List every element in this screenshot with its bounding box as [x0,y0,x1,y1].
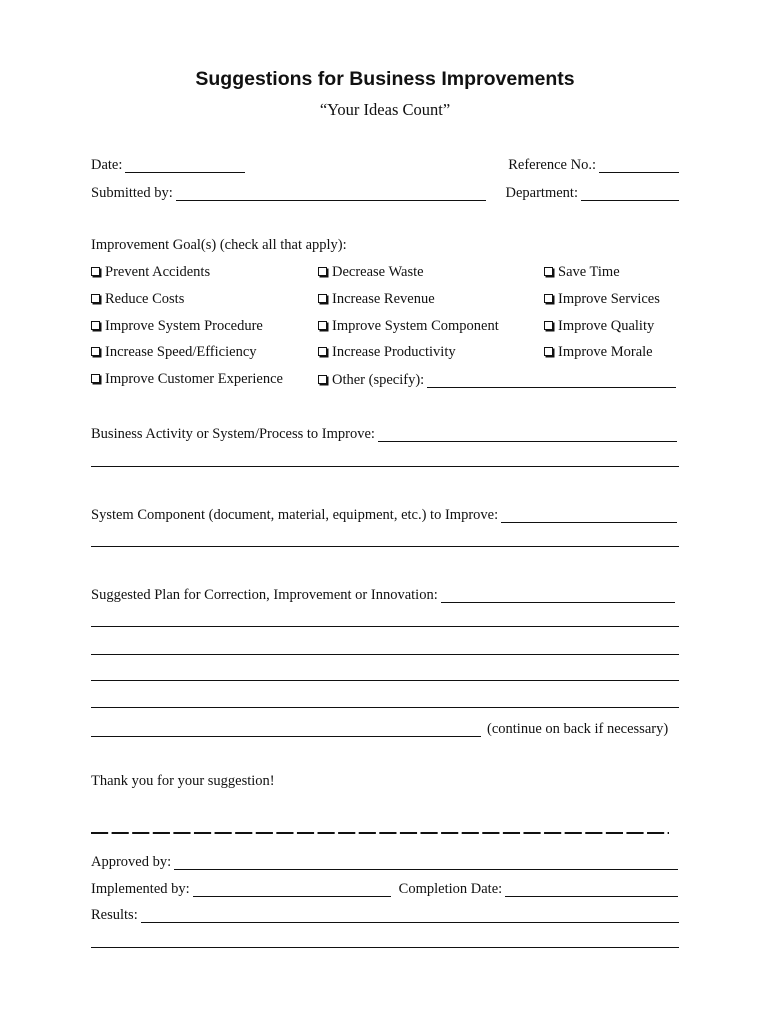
cut-line-divider [91,824,669,834]
activity-line[interactable] [91,466,679,467]
plan-field[interactable] [441,588,675,603]
checkbox-improve-system-procedure[interactable]: Improve System Procedure [91,319,263,334]
checkbox-icon[interactable] [544,321,553,330]
completion-date-field[interactable] [505,882,678,897]
component-line[interactable] [91,546,679,547]
date-reference-row [91,155,679,173]
activity-label: Business Activity or System/Process to Improve: [91,425,375,442]
checkbox-icon[interactable] [91,294,100,303]
checkbox-icon[interactable] [544,267,553,276]
implemented-by-label: Implemented by: [91,880,190,897]
checkbox-icon[interactable] [318,267,327,276]
plan-line[interactable] [91,722,481,737]
submitted-by-field[interactable] [176,186,486,201]
checkbox-increase-speed[interactable]: Increase Speed/Efficiency [91,345,257,360]
checkbox-improve-morale[interactable]: Improve Morale [544,345,653,360]
implemented-by-field[interactable] [193,882,391,897]
department-label: Department: [505,184,578,201]
checkbox-icon[interactable] [318,294,327,303]
continue-note: (continue on back if necessary) [487,720,669,737]
results-row [91,905,679,923]
checkbox-improve-system-component[interactable]: Improve System Component [318,319,499,334]
plan-last-row [91,719,677,737]
plan-row [91,585,675,603]
plan-line[interactable] [91,654,679,655]
approved-by-label: Approved by: [91,853,172,870]
department-field[interactable] [581,186,679,201]
plan-line[interactable] [91,680,679,681]
plan-label: Suggested Plan for Correction, Improvement or Innovation: [91,586,438,603]
component-field[interactable] [501,508,677,523]
implemented-row [91,879,678,897]
date-label: Date: [91,156,123,173]
checkbox-improve-services[interactable]: Improve Services [544,292,660,307]
checkbox-icon[interactable] [91,267,100,276]
checkbox-reduce-costs[interactable]: Reduce Costs [91,292,184,307]
other-specify-row [318,370,676,388]
thank-you-text: Thank you for your suggestion! [91,773,275,789]
checkbox-increase-productivity[interactable]: Increase Productivity [318,345,456,360]
checkbox-improve-quality[interactable]: Improve Quality [544,319,654,334]
activity-row [91,424,677,442]
approved-row [91,852,678,870]
results-line[interactable] [91,947,679,948]
checkbox-save-time[interactable]: Save Time [544,265,620,280]
approved-by-field[interactable] [174,855,678,870]
plan-line[interactable] [91,626,679,627]
checkbox-icon[interactable] [318,375,327,384]
submitted-department-row [91,183,679,201]
checkbox-icon[interactable] [318,321,327,330]
checkbox-decrease-waste[interactable]: Decrease Waste [318,265,424,280]
component-label: System Component (document, material, equipment, etc.) to Improve: [91,506,499,523]
goals-heading: Improvement Goal(s) (check all that apply): [91,237,347,253]
checkbox-icon[interactable] [91,321,100,330]
checkbox-increase-revenue[interactable]: Increase Revenue [318,292,435,307]
reference-label: Reference No.: [508,156,596,173]
checkbox-icon[interactable] [91,374,100,383]
other-specify-label: Other (specify): [332,371,425,388]
results-label: Results: [91,906,138,923]
checkbox-prevent-accidents[interactable]: Prevent Accidents [91,265,210,280]
form-title: Suggestions for Business Improvements [195,68,575,90]
date-field[interactable] [125,158,245,173]
results-field[interactable] [141,908,679,923]
activity-field[interactable] [378,427,677,442]
form-subtitle: “Your Ideas Count” [319,100,451,119]
checkbox-improve-customer-experience[interactable]: Improve Customer Experience [91,372,283,387]
checkbox-icon[interactable] [91,347,100,356]
reference-field[interactable] [599,158,679,173]
checkbox-icon[interactable] [544,347,553,356]
other-specify-field[interactable] [427,373,676,388]
completion-date-label: Completion Date: [398,880,503,897]
component-row [91,505,677,523]
checkbox-icon[interactable] [318,347,327,356]
submitted-by-label: Submitted by: [91,184,173,201]
plan-line[interactable] [91,707,679,708]
checkbox-icon[interactable] [544,294,553,303]
